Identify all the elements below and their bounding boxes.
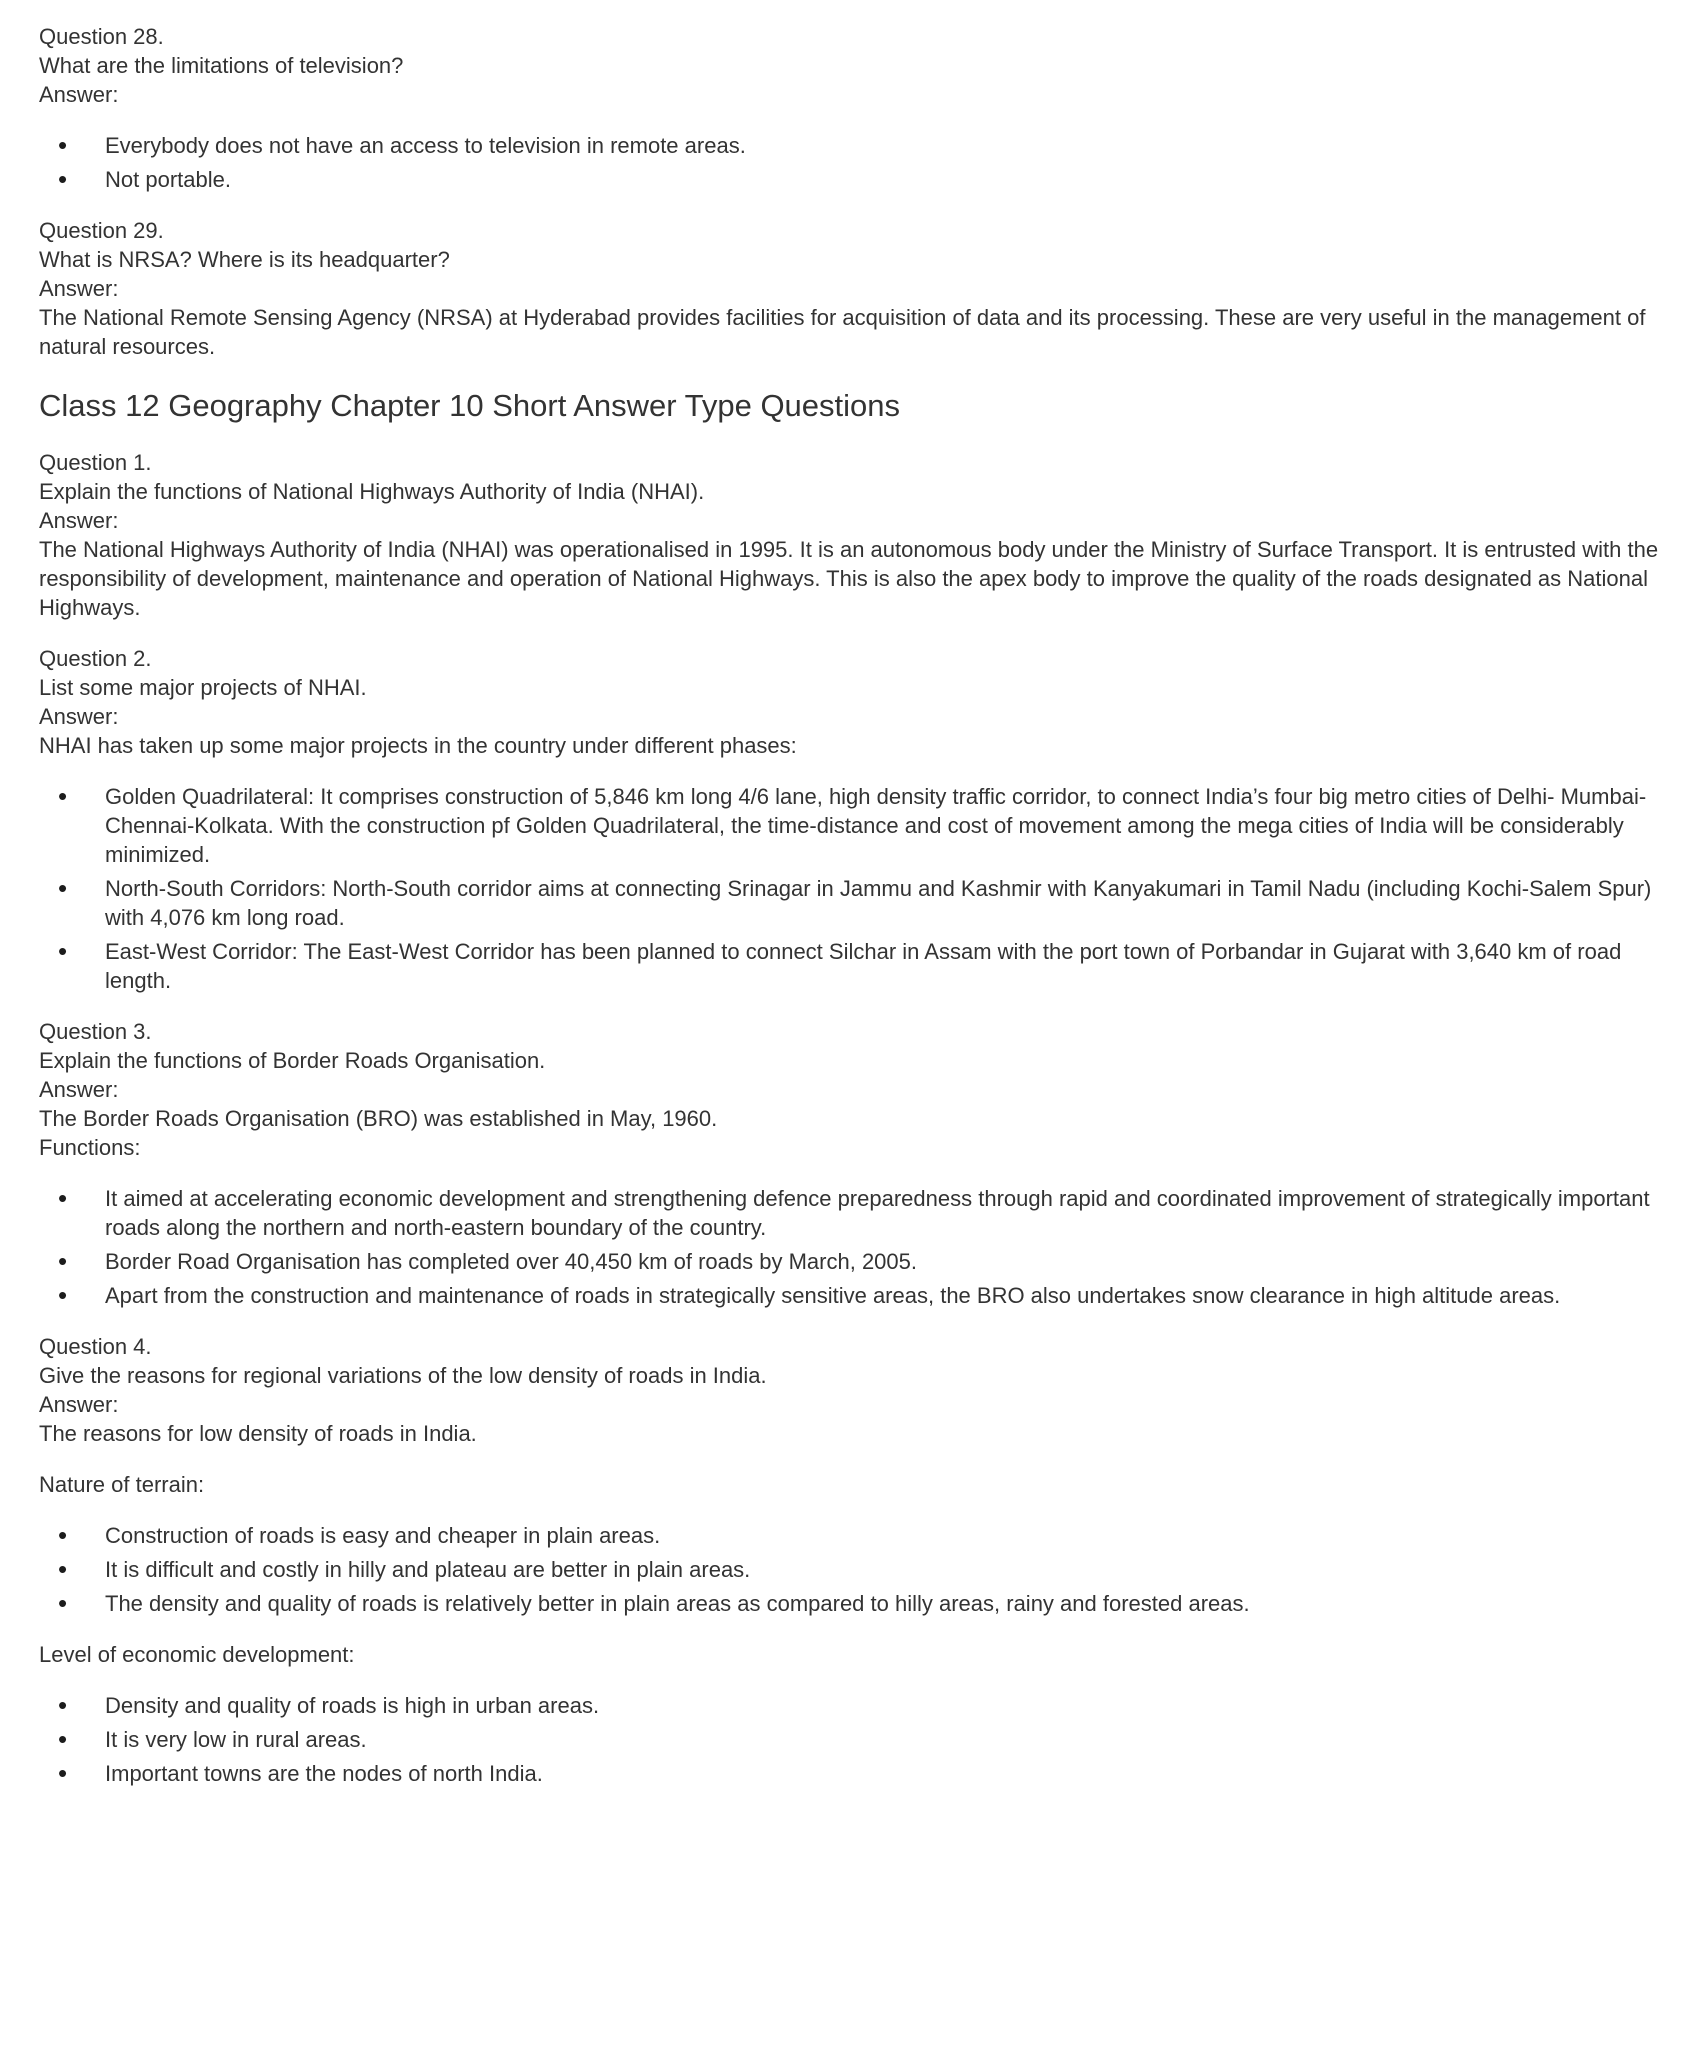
question-label: Question 29.	[39, 218, 164, 243]
bullet-item: • It aimed at accelerating economic development and strengthening defence preparedness through rapid and coordinated improvement of strategically important roads along the northern and north-eastern boundary of the country.	[105, 1184, 1664, 1242]
question-label: Question 28.	[39, 24, 164, 49]
bullet-item: • North-South Corridors: North-South corridor aims at connecting Srinagar in Jammu and Kashmir with Kanyakumari in Tamil Nadu (including Kochi-Salem Spur) with 4,076 km long road.	[105, 874, 1664, 932]
answer-text: The National Highways Authority of India (NHAI) was operationalised in 1995. It is an autonomous body under the Ministry of Surface Transport. It is entrusted with the responsibility of development, maintenance and operation of National Highways. This is also the apex body to improve the quality of the roads designated as National Highways.	[39, 537, 1659, 620]
answer-label: Answer:	[39, 508, 119, 533]
bullet-item: • It is difficult and costly in hilly and plateau are better in plain areas.	[105, 1555, 1664, 1584]
question-29-section	[39, 216, 1664, 361]
question-4-section	[39, 1332, 1664, 1788]
question-3-section	[39, 1017, 1664, 1310]
question-label: Question 2.	[39, 646, 152, 671]
question-2-block	[39, 644, 1664, 760]
question-29-block	[39, 216, 1664, 361]
question-text: Explain the functions of National Highways Authority of India (NHAI).	[39, 479, 705, 504]
question-2-section	[39, 644, 1664, 995]
answer-text: NHAI has taken up some major projects in the country under different phases:	[39, 733, 797, 758]
question-28-section	[39, 22, 1664, 194]
bullet-item: • Important towns are the nodes of north India.	[105, 1759, 1664, 1788]
section-heading: Class 12 Geography Chapter 10 Short Answer Type Questions	[39, 388, 901, 423]
bullet-item: • Golden Quadrilateral: It comprises construction of 5,846 km long 4/6 lane, high density traffic corridor, to connect India’s four big metro cities of Delhi- Mumbai-Chennai-Kolkata. With the construction pf Golden Quadrilateral, the time-distance and cost of movement among the mega cities of India will be considerably minimized.	[105, 782, 1664, 869]
answer-bullet-list	[39, 1184, 1664, 1310]
terrain-bullet-list	[39, 1521, 1664, 1618]
answer-text: The National Remote Sensing Agency (NRSA) at Hyderabad provides facilities for acquisition of data and its processing. These are very useful in the management of natural resources.	[39, 305, 1646, 359]
bullet-item: • The density and quality of roads is relatively better in plain areas as compared to hilly areas, rainy and forested areas.	[105, 1589, 1664, 1618]
economic-subheading: Level of economic development:	[39, 1642, 355, 1667]
answer-label: Answer:	[39, 276, 119, 301]
question-text: What are the limitations of television?	[39, 53, 404, 78]
bullet-item: • Border Road Organisation has completed over 40,450 km of roads by March, 2005.	[105, 1247, 1664, 1276]
question-label: Question 3.	[39, 1019, 152, 1044]
question-3-block	[39, 1017, 1664, 1162]
economic-bullet-list	[39, 1691, 1664, 1788]
question-1-block	[39, 448, 1664, 622]
answer-bullet-list	[39, 131, 1664, 194]
answer-label: Answer:	[39, 82, 119, 107]
bullet-item: • Density and quality of roads is high in urban areas.	[105, 1691, 1664, 1720]
bullet-item: • East-West Corridor: The East-West Corridor has been planned to connect Silchar in Assam with the port town of Porbandar in Gujarat with 3,640 km of road length.	[105, 937, 1664, 995]
question-label: Question 1.	[39, 450, 152, 475]
answer-text: The Border Roads Organisation (BRO) was established in May, 1960.	[39, 1106, 718, 1131]
answer-text: The reasons for low density of roads in India.	[39, 1421, 477, 1446]
terrain-subheading: Nature of terrain:	[39, 1472, 205, 1497]
question-28-block	[39, 22, 1664, 109]
answer-label: Answer:	[39, 1077, 119, 1102]
bullet-item: • Construction of roads is easy and cheaper in plain areas.	[105, 1521, 1664, 1550]
question-1-section	[39, 448, 1664, 622]
answer-label: Answer:	[39, 1392, 119, 1417]
question-label: Question 4.	[39, 1334, 152, 1359]
functions-label: Functions:	[39, 1135, 141, 1160]
question-text: What is NRSA? Where is its headquarter?	[39, 247, 450, 272]
bullet-item: • Not portable.	[105, 165, 1664, 194]
bullet-item: • It is very low in rural areas.	[105, 1725, 1664, 1754]
answer-label: Answer:	[39, 704, 119, 729]
bullet-item: • Apart from the construction and maintenance of roads in strategically sensitive areas, the BRO also undertakes snow clearance in high altitude areas.	[105, 1281, 1664, 1310]
bullet-item: • Everybody does not have an access to television in remote areas.	[105, 131, 1664, 160]
question-4-block	[39, 1332, 1664, 1448]
question-text: Give the reasons for regional variations of the low density of roads in India.	[39, 1363, 767, 1388]
question-text: List some major projects of NHAI.	[39, 675, 367, 700]
question-text: Explain the functions of Border Roads Organisation.	[39, 1048, 546, 1073]
answer-bullet-list	[39, 782, 1664, 995]
